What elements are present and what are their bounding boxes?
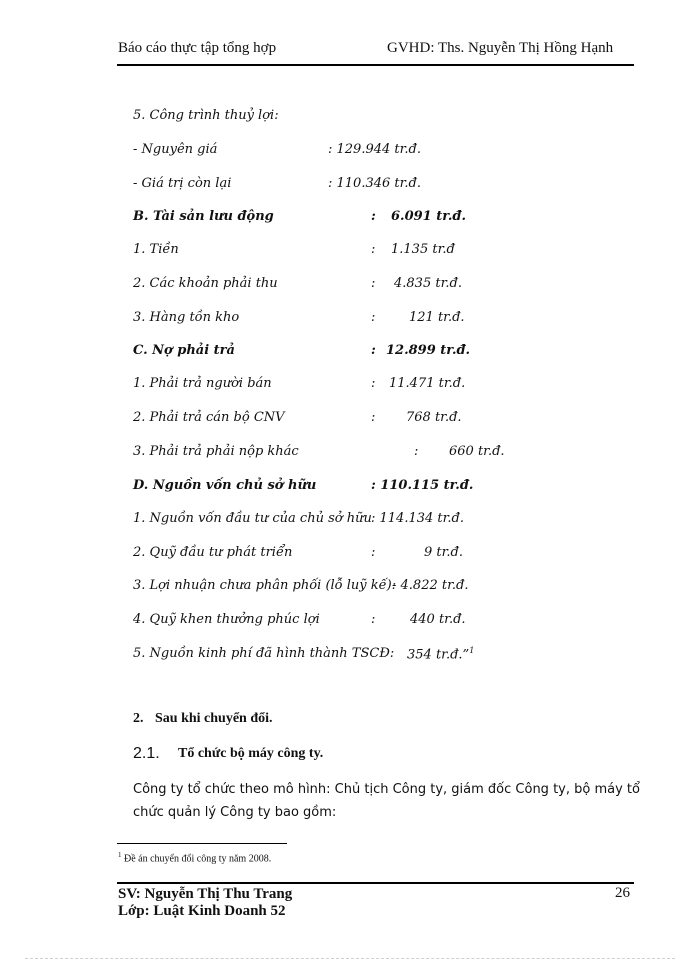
item-value: 1.135 tr.đ xyxy=(391,242,455,257)
item-colon: : xyxy=(371,376,376,391)
group-label: B. Tài sản lưu động xyxy=(133,209,274,224)
footnote xyxy=(118,851,271,864)
item-label: 1. Nguồn vốn đầu tư của chủ sở hữu xyxy=(133,511,372,526)
footer-student: SV: Nguyễn Thị Thu Trang xyxy=(118,886,293,902)
item-label: 1. Phải trả người bán xyxy=(133,376,272,391)
group-colon: : xyxy=(371,209,376,224)
item-value: 121 tr.đ. xyxy=(409,310,465,325)
item-colon: : xyxy=(371,242,376,257)
group-label: C. Nợ phải trả xyxy=(133,343,235,358)
item-label: 2. Quỹ đầu tư phát triển xyxy=(133,545,293,560)
item-label: - Nguyên giá xyxy=(133,142,218,157)
footnote-mark: 1 xyxy=(118,851,122,859)
page-break-divider xyxy=(25,958,675,959)
group-value: 12.899 tr.đ. xyxy=(386,343,471,358)
group-colon: : xyxy=(371,343,376,358)
item-value-text: 354 tr.đ.” xyxy=(407,647,470,663)
page-number: 26 xyxy=(615,885,630,901)
paragraph-line: chức quản lý Công ty bao gồm: xyxy=(133,805,337,820)
item-label: 3. Phải trả phải nộp khác xyxy=(133,444,299,459)
item-label: 2. Các khoản phải thu xyxy=(133,276,278,291)
item-colon: : xyxy=(371,612,376,627)
subsection-heading: Tổ chức bộ máy công ty. xyxy=(178,746,324,761)
header-rule xyxy=(117,64,634,66)
item-value: 11.471 tr.đ. xyxy=(389,376,466,391)
item-colon: : xyxy=(371,310,376,325)
item-colon: : xyxy=(371,545,376,560)
item-value xyxy=(407,646,474,662)
item-label: 5. Nguồn kinh phí đã hình thành TSCĐ: xyxy=(133,646,395,661)
footnote-rule xyxy=(117,843,287,844)
item-line: 5. Công trình thuỷ lợi: xyxy=(133,108,279,123)
footnote-reference[interactable]: 1 xyxy=(469,646,475,655)
item-label: 4. Quỹ khen thưởng phúc lợi xyxy=(133,612,320,627)
footer-rule xyxy=(117,882,634,884)
item-colon: : xyxy=(371,410,376,425)
item-label: 2. Phải trả cán bộ CNV xyxy=(133,410,285,425)
section-heading: Sau khi chuyển đổi. xyxy=(155,711,273,726)
header-left: Báo cáo thực tập tổng hợp xyxy=(118,40,277,56)
item-value: : 129.944 tr.đ. xyxy=(328,142,421,157)
item-value: 768 tr.đ. xyxy=(406,410,462,425)
group-value: : 110.115 tr.đ. xyxy=(371,478,474,493)
footnote-text: Đề án chuyển đổi công ty năm 2008. xyxy=(124,853,272,865)
footer-class: Lớp: Luật Kinh Doanh 52 xyxy=(118,903,286,919)
item-label: 1. Tiền xyxy=(133,242,179,257)
subsection-number: 2.1. xyxy=(133,745,160,762)
item-value: : 114.134 tr.đ. xyxy=(371,511,464,526)
section-number: 2. xyxy=(133,711,144,726)
item-value: 660 tr.đ. xyxy=(449,444,505,459)
item-value: 4.835 tr.đ. xyxy=(394,276,462,291)
item-colon: : xyxy=(371,276,376,291)
item-colon: : xyxy=(414,444,419,459)
item-value: : 110.346 tr.đ. xyxy=(328,176,421,191)
group-value: 6.091 tr.đ. xyxy=(391,209,467,224)
item-label: - Giá trị còn lại xyxy=(133,176,232,191)
item-label: 3. Hàng tồn kho xyxy=(133,310,240,325)
paragraph-line: Công ty tổ chức theo mô hình: Chủ tịch Công ty, giám đốc Công ty, bộ máy tổ xyxy=(133,782,640,797)
group-label: D. Nguồn vốn chủ sở hữu xyxy=(133,478,317,493)
item-value: - 4.822 tr.đ. xyxy=(392,578,469,593)
item-label: 3. Lợi nhuận chưa phân phối (lỗ luỹ kế): xyxy=(133,578,397,593)
item-value: 9 tr.đ. xyxy=(424,545,463,560)
header-right: GVHD: Ths. Nguyễn Thị Hồng Hạnh xyxy=(387,40,614,56)
item-value: 440 tr.đ. xyxy=(410,612,466,627)
